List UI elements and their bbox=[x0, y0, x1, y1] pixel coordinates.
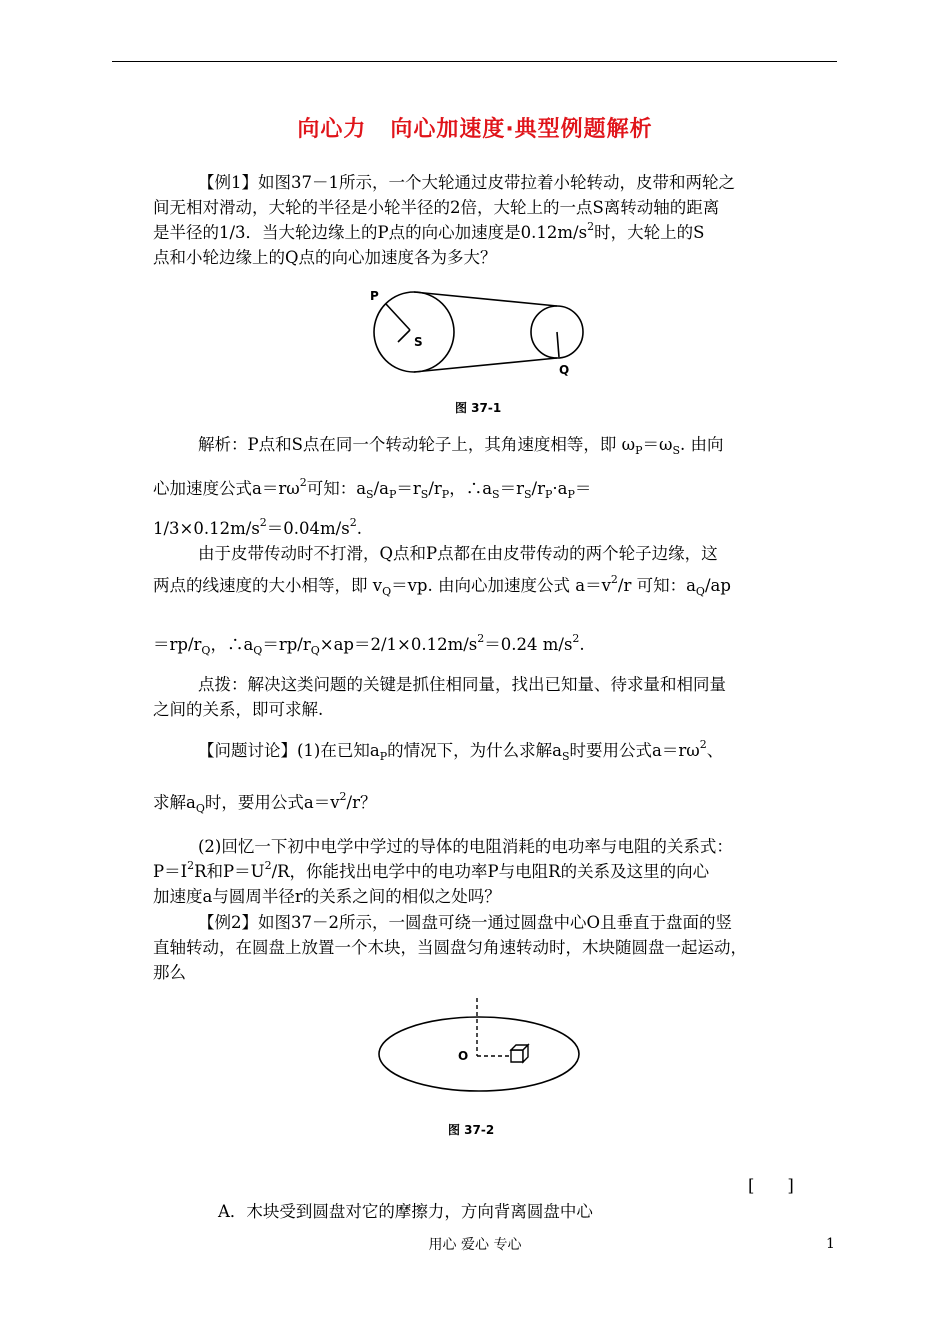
analysis-q1: 由于皮带传动时不打滑，Q点和P点都在由皮带传动的两个轮子边缘，这 bbox=[198, 544, 718, 563]
figure2-caption: 图 37-2 bbox=[448, 1123, 495, 1137]
label-o: O bbox=[458, 1049, 469, 1063]
example2-label: 【例2】 bbox=[198, 913, 258, 932]
figure1-caption: 图 37-1 bbox=[455, 401, 502, 415]
example1-paragraph bbox=[153, 170, 808, 270]
analysis-line1: 解析：P点和S点在同一个转动轮子上，其角速度相等，即 $\omega_P=\omega_S$. 由向 bbox=[198, 435, 724, 457]
tip-paragraph bbox=[153, 672, 808, 722]
example2-line2: 直轴转动，在圆盘上放置一个木块，当圆盘匀角速转动时，木块随圆盘一起运动， bbox=[153, 938, 747, 957]
discussion-c1: (2)回忆一下初中电学中学过的导体的电阻消耗的电功率与电阻的关系式： bbox=[198, 837, 733, 856]
example2-line1: 【例2】如图37－2所示，一圆盘可绕一通过圆盘中心O且垂直于盘面的竖 bbox=[198, 913, 733, 932]
radius-s bbox=[398, 330, 410, 342]
example1-line2: 间无相对滑动，大轮的半径是小轮半径的2倍，大轮上的一点S离转动轴的距离 bbox=[153, 198, 720, 217]
analysis-line3: $1/3\times 0.12m/s^2=0.04m/s^2$. bbox=[153, 516, 362, 538]
footer-text: 用心 爱心 专心 bbox=[428, 1237, 522, 1253]
analysis-line2: 心加速度公式$a=r\omega^2$可知：$a_S/a_P=r_S/r_P$，$\therefore a_S=r_S/r_P\cdot a_P=$ bbox=[153, 476, 592, 501]
label-q: Q bbox=[559, 363, 570, 377]
discussion-e1: 加速度a与圆周半径r的关系之间的相似之处吗？ bbox=[153, 887, 501, 906]
title-part1: 向心力 bbox=[297, 117, 367, 142]
tip-line1: 点拨：解决这类问题的关键是抓住相同量，找出已知量、待求量和相同量 bbox=[198, 675, 726, 694]
example1-label: 【例1】 bbox=[198, 173, 258, 192]
label-p: P bbox=[370, 289, 379, 303]
discussion-line2: 求解$a_Q$时，要用公式$a=v^2/r$？ bbox=[153, 790, 377, 815]
example1-line1: 【例1】如图37－1所示，一个大轮通过皮带拉着小轮转动，皮带和两轮之 bbox=[198, 173, 735, 192]
discussion-paragraph2 bbox=[153, 834, 808, 909]
discussion-d1: $P=I^2R$和$P=U^2/R$，你能找出电学中的电功率P与电阻R的关系及这里的向心 bbox=[153, 859, 710, 881]
tip-line2: 之间的关系，即可求解. bbox=[153, 700, 324, 719]
page-number: 1 bbox=[826, 1236, 835, 1252]
example1-line3: 是半径的1/3．当大轮边缘上的P点的向心加速度是$0.12m/s^2$时，大轮上的S bbox=[153, 220, 705, 242]
radius-q bbox=[557, 332, 559, 357]
analysis-q3: $=rp/r_Q$，$\therefore a_Q=rp/r_Q\times ap=2/1\times 0.12m/s^2=0.24$ $m/s^2$. bbox=[153, 632, 585, 657]
figure-37-1 bbox=[360, 284, 600, 424]
example2-paragraph bbox=[153, 910, 808, 985]
example2-line3: 那么 bbox=[153, 963, 186, 982]
title-part2: 向心加速度·典型例题解析 bbox=[390, 117, 653, 142]
example1-line4: 点和小轮边缘上的Q点的向心加速度各为多大？ bbox=[153, 248, 497, 267]
discussion-line1: 【问题讨论】(1)在已知$a_P$的情况下，为什么求解$a_S$时要用公式$a=r\omega^2$、 bbox=[198, 738, 724, 763]
wooden-block bbox=[511, 1045, 528, 1062]
label-s: S bbox=[414, 335, 423, 349]
header-rule bbox=[112, 61, 837, 62]
discussion-label: 【问题讨论】 bbox=[198, 741, 297, 760]
figure-37-2 bbox=[374, 996, 584, 1142]
analysis-q2: 两点的线速度的大小相等，即 $v_Q=vp$. 由向心加速度公式 $a=v^2/r$ 可知：$a_Q/ap$ bbox=[153, 573, 731, 598]
option-a: A．木块受到圆盘对它的摩擦力，方向背离圆盘中心 bbox=[218, 1202, 593, 1221]
answer-bracket: [ ] bbox=[748, 1176, 794, 1195]
analysis-paragraph2 bbox=[153, 541, 808, 598]
radius-p bbox=[386, 304, 410, 330]
page-title bbox=[0, 112, 950, 143]
disc bbox=[379, 1017, 579, 1091]
